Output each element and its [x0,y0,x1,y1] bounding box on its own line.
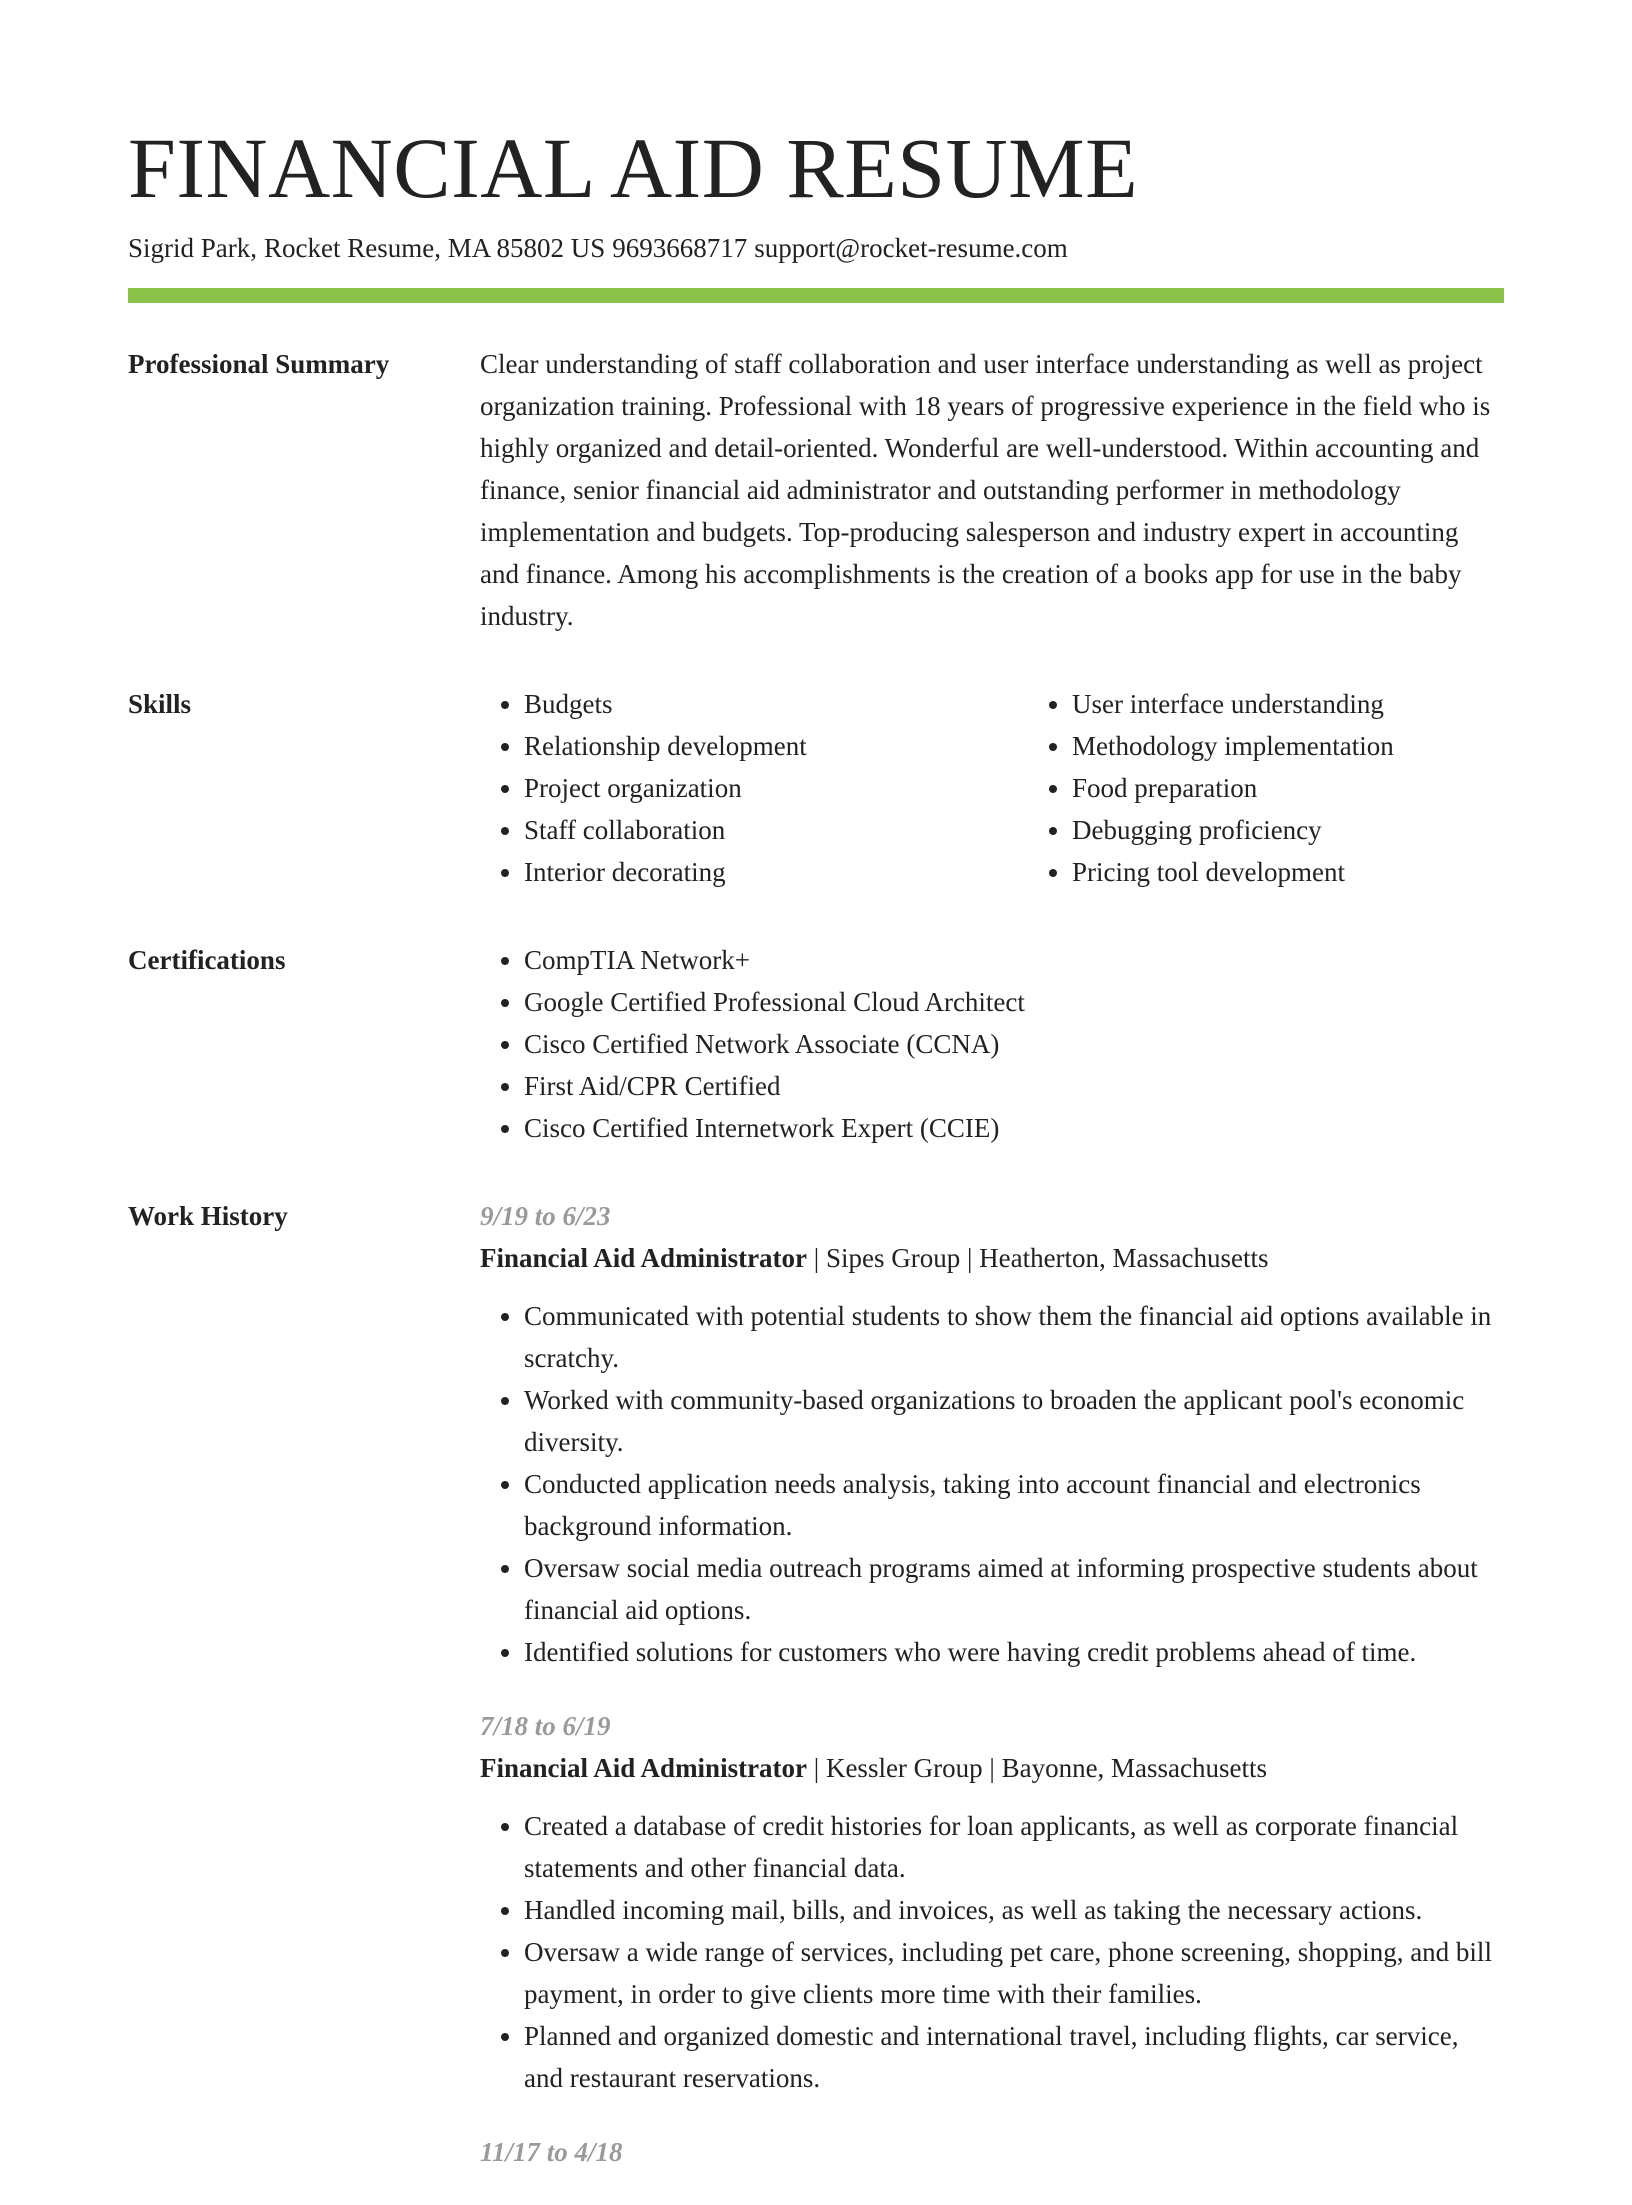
skill-item: • User interface understanding [1072,683,1576,725]
job-duties [480,1295,1504,1673]
header-accent-rule [128,288,1504,303]
job-dates: 7/18 to 6/19 [480,1711,611,1741]
work-history-section [128,1195,1504,2205]
skill-item: • Food preparation [1072,767,1576,809]
certifications-section [128,939,1504,1149]
skills-heading: Skills [128,689,192,719]
job-duties [480,1805,1504,2099]
contact-line [128,230,1504,266]
job-employer: | Sipes Group | Heatherton, Massachusetts [813,1243,1269,1273]
job-title-line [480,1747,1504,1789]
certification-item: • Google Certified Professional Cloud Architect [524,981,1504,1023]
job-duty: • Communicated with potential students to show them the financial aid options available in scratchy. [524,1295,1504,1379]
resume-title: FINANCIAL AID RESUME [128,120,1139,216]
skill-item: • Staff collaboration [524,809,1028,851]
resume-page [128,0,1504,2205]
skills-section [128,683,1504,893]
job-title: Financial Aid Administrator [480,1243,808,1273]
job-dates: 9/19 to 6/23 [480,1201,611,1231]
job-entry [480,2131,1504,2173]
contact-name: Sigrid Park, [128,233,258,263]
skill-item: • Interior decorating [524,851,1028,893]
certification-item: • First Aid/CPR Certified [524,1065,1504,1107]
job-duty: • Handled incoming mail, bills, and invoices, as well as taking the necessary actions. [524,1889,1504,1931]
job-duty: • Oversaw a wide range of services, including pet care, phone screening, shopping, and bill payment, in order to give clients more time with their families. [524,1931,1504,2015]
skill-item: • Pricing tool development [1072,851,1576,893]
skill-item: • Budgets [524,683,1028,725]
job-employer: | Kessler Group | Bayonne, Massachusetts [813,1753,1268,1783]
summary-text: Clear understanding of staff collaboration and user interface understanding as well as project organization training. Professional with 18 years of progressive experience in the field who is highly organized and detail-oriented. Wonderful are well-understood. Within accounting and finance, senior financial aid administrator and outstanding performer in methodology implementation and budgets. Top-producing salesperson and industry expert in accounting and finance. Among his accomplishments is the creation of a books app for use in the baby industry. [480,349,1491,631]
certification-item: • Cisco Certified Internetwork Expert (CCIE) [524,1107,1504,1149]
job-duty: • Oversaw social media outreach programs aimed at informing prospective students about financial aid options. [524,1547,1504,1631]
skill-item: • Project organization [524,767,1028,809]
job-entry [480,1195,1504,1673]
job-duty: • Conducted application needs analysis, taking into account financial and electronics background information. [524,1463,1504,1547]
job-entry [480,1705,1504,2099]
job-duty: • Worked with community-based organizations to broaden the applicant pool's economic diversity. [524,1379,1504,1463]
skill-item: • Relationship development [524,725,1028,767]
contact-phone: 9693668717 [612,233,748,263]
skills-list-right [1028,683,1576,893]
job-duty: • Identified solutions for customers who were having credit problems ahead of time. [524,1631,1504,1673]
job-duty: • Created a database of credit histories for loan applicants, as well as corporate financial statements and other financial data. [524,1805,1504,1889]
skill-item: • Debugging proficiency [1072,809,1576,851]
job-title-line [480,1237,1504,1279]
contact-email[interactable]: support@rocket-resume.com [754,233,1068,263]
certifications-list [480,939,1504,1149]
skills-list-left [480,683,1028,893]
summary-heading: Professional Summary [128,349,390,379]
certifications-heading: Certifications [128,945,286,975]
certification-item: • CompTIA Network+ [524,939,1504,981]
job-dates: 11/17 to 4/18 [480,2137,623,2167]
certification-item: • Cisco Certified Network Associate (CCNA) [524,1023,1504,1065]
job-title: Financial Aid Administrator [480,1753,808,1783]
work-history-heading: Work History [128,1201,288,1231]
contact-address: Rocket Resume, MA 85802 US [264,233,606,263]
summary-section [128,343,1504,637]
skill-item: • Methodology implementation [1072,725,1576,767]
job-duty: • Planned and organized domestic and international travel, including flights, car service, and restaurant reservations. [524,2015,1504,2099]
